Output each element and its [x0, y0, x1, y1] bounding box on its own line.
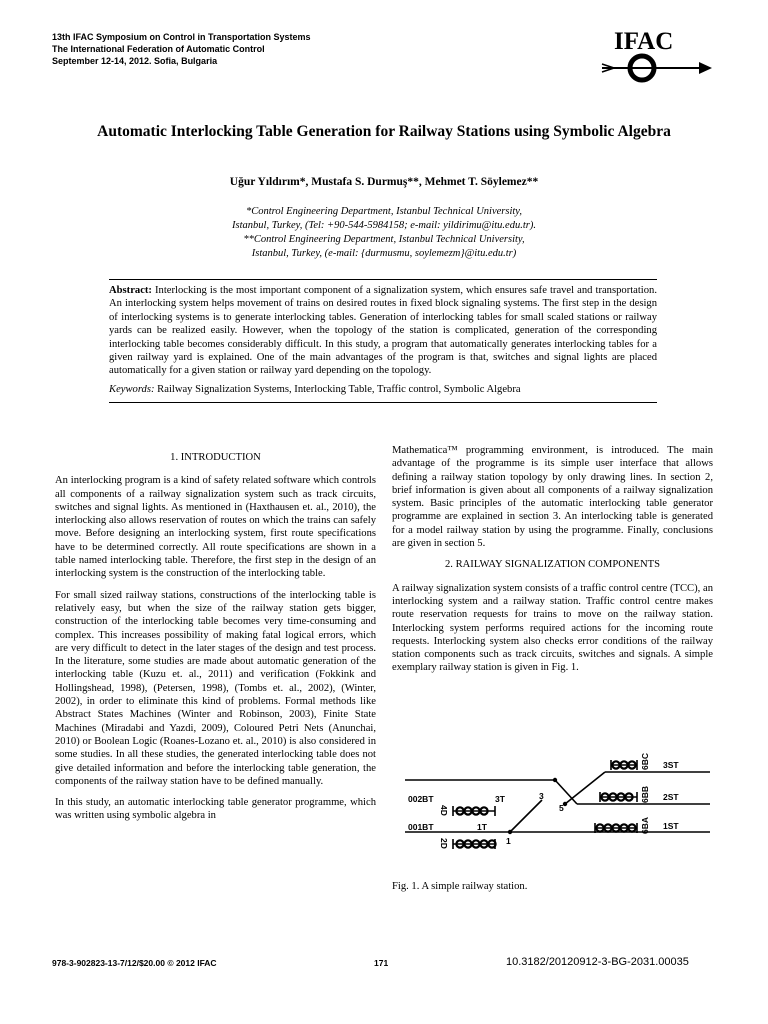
paragraph: An interlocking program is a kind of safety related software which controls all components of a railway signalization system such as track circuits, switches and signal lights. As mentioned in (Haxthausen et. al., 2010), the interlocking also allows reservation of routes on which the trains can safely move. Before designing an interlocking system, first route specifications have to be determined correctly. All route specifications are shown in a table named interlocking table. Therefore, the first step in the design of an interlocking system is the construction of the interlocking table. [55, 475, 376, 580]
paper-authors: Uğur Yıldırım*, Mustafa S. Durmuş**, Mehmet T. Söylemez** [229, 176, 539, 188]
track-label-001bt: 001BT [408, 822, 434, 832]
ifac-logo [594, 24, 714, 90]
switch-label-3: 3 [539, 791, 544, 801]
section-heading-components: 2. RAILWAY SIGNALIZATION COMPONENTS [444, 559, 660, 571]
track-label-002bt: 002BT [408, 794, 434, 804]
switch-point [553, 778, 557, 782]
keywords-label: Keywords: [109, 383, 155, 395]
affiliation-line: **Control Engineering Department, Istanbul Technical University, [243, 234, 525, 245]
keywords-text: Railway Signalization Systems, Interlocking Table, Traffic control, Symbolic Algebra [157, 383, 521, 395]
paragraph: Mathematica™ programming environment, is introduced. The main advantage of the programme is its simple user interface that allows defining a railway station topology by only drawing lines. In section 2, brief information is given about all components of a railway signalization system. Basic principles of the automatic interlocking table generator programme are explained in section 3. An interlocking table is generated for a model railway station by using the programme. Finally, conclusions are given in section 5. [392, 445, 713, 550]
figure-caption: Fig. 1. A simple railway station. [392, 881, 528, 892]
switch-point [508, 830, 512, 834]
header-line-3: September 12-14, 2012. Sofia, Bulgaria [52, 56, 218, 66]
right-column [392, 444, 713, 683]
paragraph: A railway signalization system consists of a traffic control centre (TCC), an interlocking system and a railway station. Traffic control centre makes route reservation requests for trains to move on the railway station. Interlocking system performs required actions for the incoming route requests. Interlocking system also checks error conditions of the railway station components such as track circuits, switches and signals. A simple exemplary railway station is given in Fig. 1. [392, 582, 713, 674]
track-label-3st: 3ST [663, 760, 679, 770]
keywords [109, 383, 657, 396]
signal-label-2d: 2D [439, 838, 449, 849]
track-label-1t: 1T [477, 822, 487, 832]
header-line-1: 13th IFAC Symposium on Control in Transportation Systems [52, 32, 311, 42]
track-label-3t: 3T [495, 794, 505, 804]
header-line-2: The International Federation of Automatic Control [52, 44, 265, 54]
track-line [565, 772, 605, 804]
paper-title: Automatic Interlocking Table Generation for Railway Stations using Symbolic Algebra [97, 123, 671, 140]
affiliation-line: Istanbul, Turkey, (Tel: +90-544-5984158; e-mail: yildirimu@itu.edu.tr). [232, 220, 536, 231]
signal-label-6bc: 6BC [640, 752, 650, 770]
conference-header [52, 31, 311, 67]
abstract-text: Interlocking is the most important component of a signalization system, which ensures safe travel and transportation. An interlocking system helps movement of trains on desired routes in fixed block signaling systems. The first step in the design of interlocking systems is to generate interlocking tables. Generation of interlocking tables for small scaled stations or railway yards can be realized easily. However, when the topology of the station is complicated, generation of the corresponding interlocking table becomes considerably difficult. In this study, a program that automatically generates interlocking tables for a given railway yard is explained. One of the main advantages of the program is that, switches and signal lights are placed automatically for a given station or railway yard depending on the topology. [109, 285, 657, 377]
track-line [510, 800, 542, 832]
page-number: 171 [374, 958, 389, 968]
switch-label-5: 5 [559, 803, 564, 813]
track-line [555, 780, 577, 804]
footer-isbn: 978-3-902823-13-7/12/$20.00 © 2012 IFAC [52, 958, 217, 968]
affiliations [50, 205, 718, 261]
signal-label-6bb: 6BB [640, 785, 650, 803]
track-label-1st: 1ST [663, 821, 679, 831]
switch-label-1: 1 [506, 836, 511, 846]
section-heading-introduction: 1. INTRODUCTION [170, 452, 261, 463]
logo-text: IFAC [614, 28, 674, 55]
signal-label-6ba: 6BA [640, 816, 650, 834]
footer-doi: 10.3182/20120912-3-BG-2031.00035 [506, 956, 689, 968]
railway-station-figure [405, 745, 715, 855]
track-label-2st: 2ST [663, 792, 679, 802]
signal-label-4d: 4D [439, 805, 449, 816]
affiliation-line: Istanbul, Turkey, (e-mail: {durmusmu, soylemezm}@itu.edu.tr) [251, 248, 517, 259]
paragraph: In this study, an automatic interlocking table generator programme, which was written using symbolic algebra in [55, 797, 376, 822]
abstract-box [109, 279, 657, 403]
left-column [55, 451, 376, 831]
paragraph: For small sized railway stations, constructions of the interlocking table is relatively easy, but when the size of the railway station gets bigger, construction of the interlocking table becomes very time-consuming and complex. This increases possibility of making fatal logical errors, which are very difficult to detect in the later stages of the design and test process. In the literature, some studies are made about automatic generation of the interlocking table (Kuzu et. al., 2011) and verification (Fokkink and Hollingshead, 1998), (Petersen, 1998), (Tombs et. al., 2002), (Winter, 2002), in order to eliminate this kind of problems. Formal methods like Abstract States Machines (Winter and Robinson, 2003), Finite State Machines (Miradabi and Yazdi, 2009), Coloured Petri Nets (Anunchai, 2010) or Boolean Logic (Roanes-Lozano et. al., 2010) is also considered in some studies. In all these studies, the generated interlocking table does not give detailed information and before the interlocking table generation, the components of the railway station have to be defined manually. [55, 589, 376, 787]
affiliation-line: *Control Engineering Department, Istanbul Technical University, [246, 206, 522, 217]
abstract-label: Abstract: [109, 285, 152, 296]
abstract [109, 284, 657, 378]
